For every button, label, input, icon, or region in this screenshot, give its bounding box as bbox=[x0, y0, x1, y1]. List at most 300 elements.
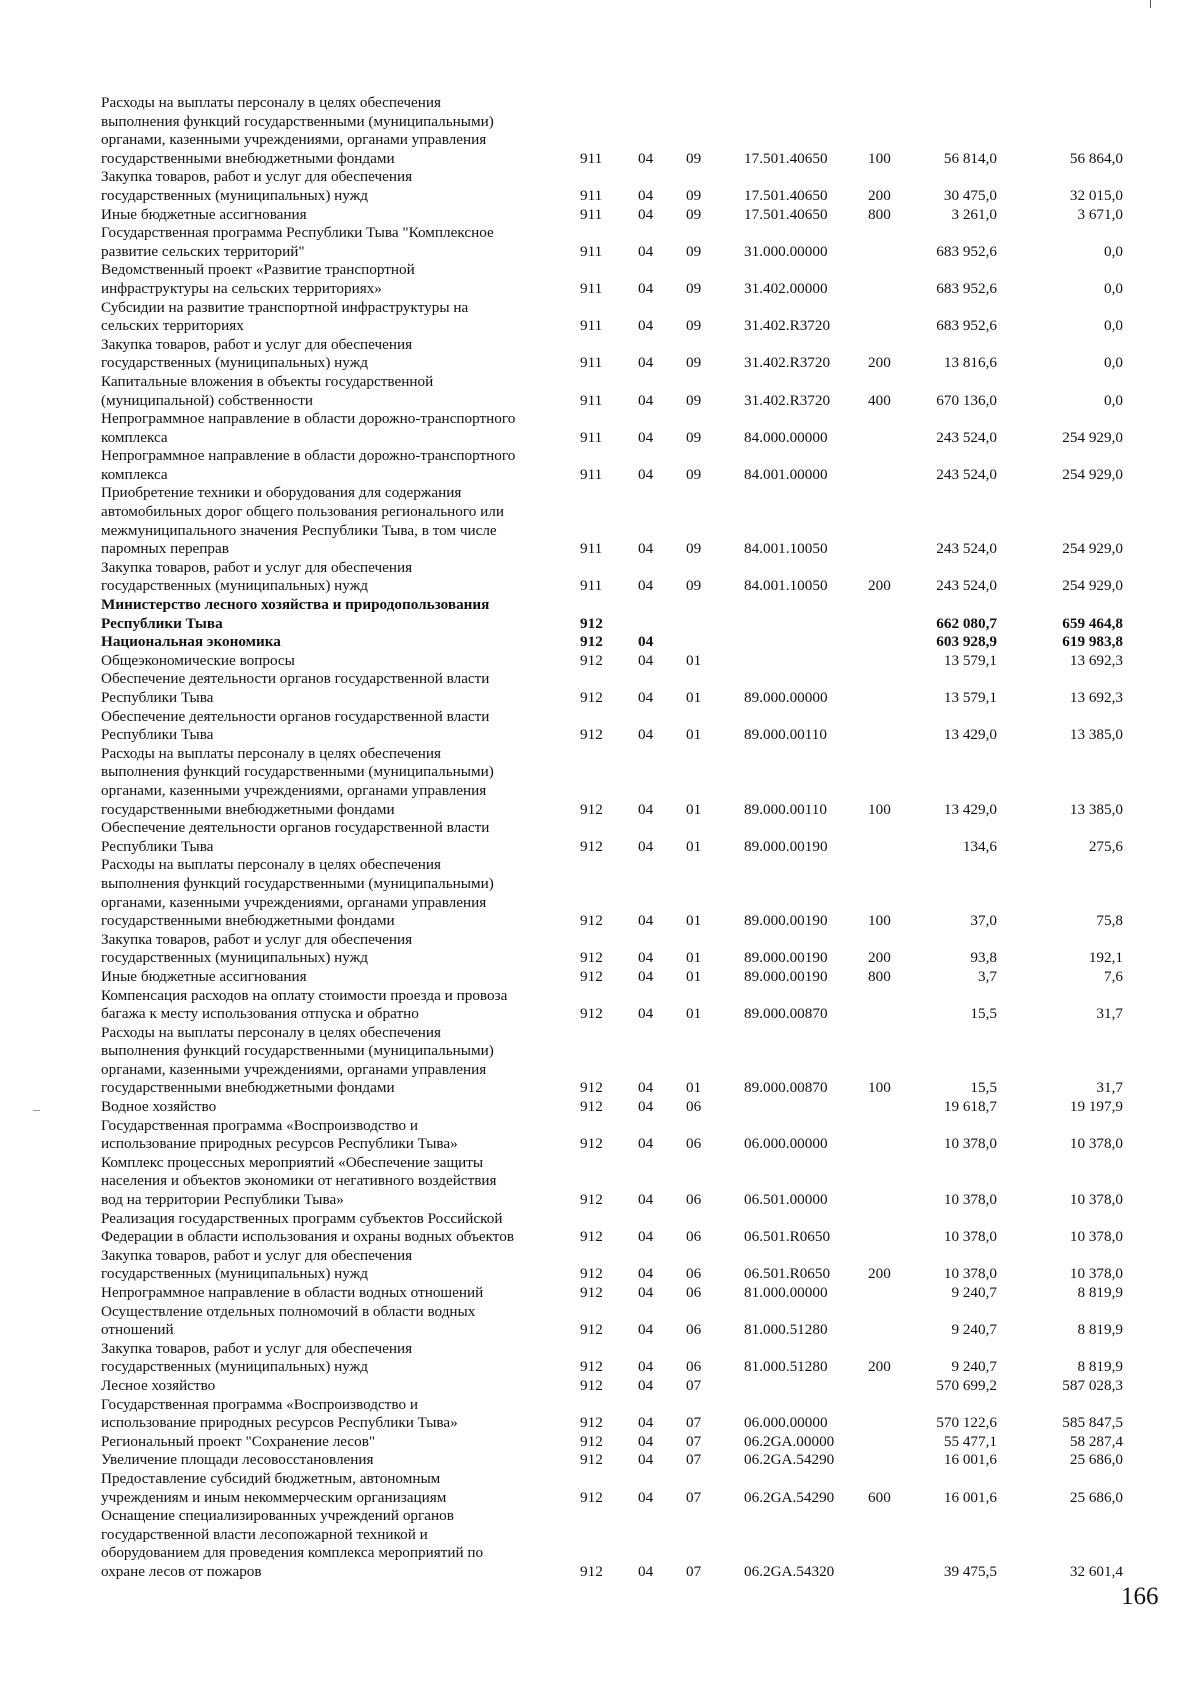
amount-year1-cell: 603 928,9 bbox=[936, 633, 997, 651]
row-name-line: выполнения функций государственными (муниципальными) bbox=[101, 1042, 494, 1060]
subsection-cell: 07 bbox=[686, 1432, 702, 1450]
amount-year2-cell: 10 378,0 bbox=[1069, 1135, 1123, 1153]
row-name-line: Приобретение техники и оборудования для содержания bbox=[101, 484, 462, 502]
row-name-line: отношений bbox=[101, 1321, 174, 1339]
admin-code-cell: 911 bbox=[580, 317, 603, 335]
row-name bbox=[101, 1117, 561, 1154]
row-name-line: Министерство лесного хозяйства и природопользования bbox=[101, 596, 490, 614]
section-cell: 04 bbox=[638, 1284, 654, 1301]
amount-year2-cell: 0,0 bbox=[1104, 391, 1123, 409]
amount-year1-cell: 13 579,1 bbox=[943, 651, 997, 669]
row-name-line: государственных (муниципальных) нужд bbox=[101, 577, 368, 595]
row-name bbox=[101, 1470, 561, 1507]
target-article-cell: 84.001.00000 bbox=[744, 465, 828, 483]
row-name bbox=[101, 1377, 561, 1396]
row-name bbox=[101, 819, 561, 856]
amount-year2-cell: 0,0 bbox=[1104, 242, 1123, 260]
row-name-line: Федерации в области использования и охраны водных объектов bbox=[101, 1228, 514, 1246]
target-article-cell: 06.000.00000 bbox=[744, 1414, 828, 1432]
expense-type-cell: 600 bbox=[868, 1488, 891, 1506]
target-article-cell: 89.000.00190 bbox=[744, 837, 828, 855]
subsection-cell: 09 bbox=[686, 465, 702, 483]
target-article-cell: 31.000.00000 bbox=[744, 242, 828, 260]
table-row bbox=[0, 968, 1200, 987]
amount-year2-cell: 31,7 bbox=[1096, 1079, 1123, 1097]
amount-year1-cell: 56 814,0 bbox=[943, 149, 997, 167]
amount-year1-cell: 570 122,6 bbox=[936, 1414, 997, 1432]
subsection-cell: 07 bbox=[686, 1451, 702, 1469]
amount-year2-cell: 192,1 bbox=[1088, 949, 1123, 967]
section-cell: 04 bbox=[638, 651, 654, 669]
expense-type-cell: 200 bbox=[868, 1358, 891, 1376]
target-article-cell: 31.402.R3720 bbox=[744, 391, 831, 409]
amount-year1-cell: 16 001,6 bbox=[943, 1451, 997, 1469]
row-name bbox=[101, 1247, 561, 1284]
amount-year1-cell: 134,6 bbox=[962, 837, 997, 855]
amount-year2-cell: 19 197,9 bbox=[1069, 1098, 1123, 1116]
amount-year1-cell: 683 952,6 bbox=[936, 242, 997, 260]
target-article-cell: 31.402.R3720 bbox=[744, 317, 831, 335]
subsection-cell: 09 bbox=[686, 205, 702, 223]
admin-code-cell: 912 bbox=[580, 633, 603, 651]
expense-type-cell: 800 bbox=[868, 205, 891, 223]
row-name-line: оборудованием для проведения комплекса мероприятий по bbox=[101, 1544, 484, 1562]
section-cell: 04 bbox=[638, 279, 654, 297]
row-name-line: Компенсация расходов на оплату стоимости проезда и провоза bbox=[101, 986, 508, 1004]
amount-year1-cell: 39 475,5 bbox=[943, 1562, 997, 1580]
section-cell: 04 bbox=[638, 633, 654, 651]
section-cell: 04 bbox=[638, 726, 654, 744]
amount-year1-cell: 243 524,0 bbox=[936, 428, 997, 446]
row-name-line: вод на территории Республики Тыва» bbox=[101, 1191, 344, 1209]
section-cell: 04 bbox=[638, 1488, 654, 1506]
expense-type-cell: 100 bbox=[868, 1079, 891, 1097]
table-row bbox=[0, 633, 1200, 652]
subsection-cell: 09 bbox=[686, 279, 702, 297]
table-row bbox=[0, 1303, 1200, 1340]
row-name bbox=[101, 652, 561, 671]
row-name-line: органами, казенными учреждениями, органами управления bbox=[101, 781, 487, 799]
amount-year2-cell: 75,8 bbox=[1096, 912, 1123, 930]
admin-code-cell: 912 bbox=[580, 967, 603, 985]
section-cell: 04 bbox=[638, 1098, 654, 1116]
target-article-cell: 17.501.40650 bbox=[744, 186, 828, 204]
subsection-cell: 01 bbox=[686, 1005, 702, 1023]
table-row bbox=[0, 987, 1200, 1024]
row-name bbox=[101, 484, 561, 558]
row-name bbox=[101, 94, 561, 168]
table-row bbox=[0, 1024, 1200, 1098]
admin-code-cell: 912 bbox=[580, 1135, 603, 1153]
row-name bbox=[101, 1451, 561, 1470]
row-name-line: Закупка товаров, работ и услуг для обеспечения bbox=[101, 1339, 413, 1357]
amount-year2-cell: 32 601,4 bbox=[1069, 1562, 1123, 1580]
table-row bbox=[0, 261, 1200, 298]
amount-year2-cell: 58 287,4 bbox=[1069, 1432, 1123, 1450]
admin-code-cell: 911 bbox=[580, 540, 603, 558]
row-name-line: Ведомственный проект «Развитие транспортной bbox=[101, 261, 415, 279]
subsection-cell: 01 bbox=[686, 837, 702, 855]
admin-code-cell: 911 bbox=[580, 391, 603, 409]
section-cell: 04 bbox=[638, 465, 654, 483]
row-name-line: Национальная экономика bbox=[101, 633, 281, 651]
admin-code-cell: 911 bbox=[580, 149, 603, 167]
row-name bbox=[101, 596, 561, 633]
section-cell: 04 bbox=[638, 1414, 654, 1432]
section-cell: 04 bbox=[638, 428, 654, 446]
amount-year1-cell: 10 378,0 bbox=[943, 1191, 997, 1209]
scan-corner-mark bbox=[1150, 0, 1151, 8]
table-row bbox=[0, 1098, 1200, 1117]
row-name-line: Закупка товаров, работ и услуг для обеспечения bbox=[101, 558, 413, 576]
row-name-line: Предоставление субсидий бюджетным, автономным bbox=[101, 1469, 441, 1487]
admin-code-cell: 912 bbox=[580, 1079, 603, 1097]
table-row bbox=[0, 410, 1200, 447]
row-name bbox=[101, 1340, 561, 1377]
row-name-line: органами, казенными учреждениями, органами управления bbox=[101, 893, 487, 911]
amount-year1-cell: 93,8 bbox=[970, 949, 997, 967]
amount-year1-cell: 15,5 bbox=[970, 1079, 997, 1097]
row-name-line: Капитальные вложения в объекты государственной bbox=[101, 372, 434, 390]
row-name bbox=[101, 670, 561, 707]
row-name-line: населения и объектов экономики от негативного воздействия bbox=[101, 1172, 497, 1190]
admin-code-cell: 911 bbox=[580, 354, 603, 372]
subsection-cell: 01 bbox=[686, 967, 702, 985]
row-name-line: Субсидии на развитие транспортной инфраструктуры на bbox=[101, 298, 469, 316]
table-row bbox=[0, 856, 1200, 930]
row-name-line: Лесное хозяйство bbox=[101, 1376, 216, 1394]
row-name bbox=[101, 447, 561, 484]
section-cell: 04 bbox=[638, 391, 654, 409]
subsection-cell: 09 bbox=[686, 242, 702, 260]
amount-year1-cell: 10 378,0 bbox=[943, 1265, 997, 1283]
section-cell: 04 bbox=[638, 577, 654, 595]
amount-year2-cell: 56 864,0 bbox=[1069, 149, 1123, 167]
amount-year1-cell: 3,7 bbox=[978, 967, 997, 985]
row-name-line: выполнения функций государственными (муниципальными) bbox=[101, 112, 494, 130]
section-cell: 04 bbox=[638, 1451, 654, 1469]
row-name bbox=[101, 633, 561, 652]
table-row bbox=[0, 336, 1200, 373]
row-name bbox=[101, 1210, 561, 1247]
table-row bbox=[0, 94, 1200, 168]
table-row bbox=[0, 1396, 1200, 1433]
row-name bbox=[101, 1507, 561, 1581]
subsection-cell: 07 bbox=[686, 1376, 702, 1394]
expense-type-cell: 200 bbox=[868, 186, 891, 204]
subsection-cell: 06 bbox=[686, 1135, 702, 1153]
expense-type-cell: 200 bbox=[868, 577, 891, 595]
admin-code-cell: 912 bbox=[580, 689, 603, 706]
target-article-cell: 89.000.00870 bbox=[744, 1005, 828, 1023]
amount-year1-cell: 683 952,6 bbox=[936, 317, 997, 335]
amount-year2-cell: 13 692,3 bbox=[1069, 689, 1123, 706]
admin-code-cell: 911 bbox=[580, 577, 603, 595]
row-name-line: Расходы на выплаты персоналу в целях обеспечения bbox=[101, 1023, 442, 1041]
section-cell: 04 bbox=[638, 1376, 654, 1394]
row-name bbox=[101, 1098, 561, 1117]
admin-code-cell: 912 bbox=[580, 949, 603, 967]
subsection-cell: 01 bbox=[686, 651, 702, 669]
row-name-line: Непрограммное направление в области дорожно-транспортного bbox=[101, 447, 516, 465]
row-name-line: комплекса bbox=[101, 428, 168, 446]
subsection-cell: 09 bbox=[686, 149, 702, 167]
amount-year2-cell: 32 015,0 bbox=[1069, 186, 1123, 204]
subsection-cell: 01 bbox=[686, 912, 702, 930]
section-cell: 04 bbox=[638, 949, 654, 967]
row-name-line: государственными внебюджетными фондами bbox=[101, 149, 395, 167]
target-article-cell: 84.000.00000 bbox=[744, 428, 828, 446]
table-row bbox=[0, 1247, 1200, 1284]
amount-year1-cell: 37,0 bbox=[970, 912, 997, 930]
subsection-cell: 06 bbox=[686, 1265, 702, 1283]
subsection-cell: 06 bbox=[686, 1358, 702, 1376]
subsection-cell: 06 bbox=[686, 1284, 702, 1301]
amount-year1-cell: 683 952,6 bbox=[936, 279, 997, 297]
admin-code-cell: 912 bbox=[580, 912, 603, 930]
subsection-cell: 01 bbox=[686, 1079, 702, 1097]
row-name-line: Обеспечение деятельности органов государственной власти bbox=[101, 670, 490, 688]
target-article-cell: 06.2GA.00000 bbox=[744, 1432, 835, 1450]
table-row bbox=[0, 670, 1200, 707]
row-name bbox=[101, 1303, 561, 1340]
table-row bbox=[0, 484, 1200, 558]
amount-year1-cell: 10 378,0 bbox=[943, 1135, 997, 1153]
amount-year2-cell: 0,0 bbox=[1104, 317, 1123, 335]
expense-type-cell: 400 bbox=[868, 391, 891, 409]
row-name-line: Обеспечение деятельности органов государственной власти bbox=[101, 819, 490, 837]
amount-year2-cell: 254 929,0 bbox=[1062, 540, 1123, 558]
table-row bbox=[0, 559, 1200, 596]
row-name-line: Республики Тыва bbox=[101, 726, 214, 744]
table-row bbox=[0, 652, 1200, 671]
table-row bbox=[0, 168, 1200, 205]
row-name-line: Расходы на выплаты персоналу в целях обеспечения bbox=[101, 94, 442, 111]
subsection-cell: 07 bbox=[686, 1414, 702, 1432]
section-cell: 04 bbox=[638, 317, 654, 335]
section-cell: 04 bbox=[638, 1562, 654, 1580]
row-name-line: использование природных ресурсов Республики Тыва» bbox=[101, 1135, 458, 1153]
admin-code-cell: 911 bbox=[580, 428, 603, 446]
amount-year2-cell: 13 385,0 bbox=[1069, 726, 1123, 744]
row-name bbox=[101, 1433, 561, 1452]
subsection-cell: 09 bbox=[686, 317, 702, 335]
admin-code-cell: 912 bbox=[580, 1191, 603, 1209]
subsection-cell: 09 bbox=[686, 577, 702, 595]
row-name bbox=[101, 373, 561, 410]
admin-code-cell: 912 bbox=[580, 1265, 603, 1283]
row-name-line: Закупка товаров, работ и услуг для обеспечения bbox=[101, 930, 413, 948]
admin-code-cell: 912 bbox=[580, 1321, 603, 1339]
row-name-line: государственных (муниципальных) нужд bbox=[101, 949, 368, 967]
amount-year2-cell: 275,6 bbox=[1088, 837, 1123, 855]
amount-year2-cell: 7,6 bbox=[1104, 967, 1123, 985]
expense-type-cell: 200 bbox=[868, 354, 891, 372]
row-name-line: государственных (муниципальных) нужд bbox=[101, 354, 368, 372]
admin-code-cell: 912 bbox=[580, 1414, 603, 1432]
admin-code-cell: 911 bbox=[580, 186, 603, 204]
row-name-line: государственными внебюджетными фондами bbox=[101, 800, 395, 818]
section-cell: 04 bbox=[638, 1005, 654, 1023]
target-article-cell: 06.501.R0650 bbox=[744, 1265, 831, 1283]
target-article-cell: 06.000.00000 bbox=[744, 1135, 828, 1153]
amount-year1-cell: 662 080,7 bbox=[936, 614, 997, 632]
table-row bbox=[0, 1377, 1200, 1396]
row-name-line: государственными внебюджетными фондами bbox=[101, 912, 395, 930]
row-name-line: Осуществление отдельных полномочий в области водных bbox=[101, 1302, 476, 1320]
subsection-cell: 06 bbox=[686, 1228, 702, 1246]
admin-code-cell: 911 bbox=[580, 465, 603, 483]
admin-code-cell: 912 bbox=[580, 726, 603, 744]
section-cell: 04 bbox=[638, 242, 654, 260]
subsection-cell: 07 bbox=[686, 1488, 702, 1506]
table-row bbox=[0, 206, 1200, 225]
row-name-line: Республики Тыва bbox=[101, 689, 214, 706]
amount-year1-cell: 13 579,1 bbox=[943, 689, 997, 706]
row-name bbox=[101, 336, 561, 373]
amount-year1-cell: 13 429,0 bbox=[943, 800, 997, 818]
amount-year2-cell: 659 464,8 bbox=[1062, 614, 1123, 632]
row-name-line: Иные бюджетные ассигнования bbox=[101, 205, 307, 223]
admin-code-cell: 912 bbox=[580, 651, 603, 669]
admin-code-cell: 912 bbox=[580, 1005, 603, 1023]
amount-year2-cell: 8 819,9 bbox=[1077, 1358, 1123, 1376]
target-article-cell: 06.2GA.54320 bbox=[744, 1562, 835, 1580]
row-name-line: Оснащение специализированных учреждений органов bbox=[101, 1507, 454, 1525]
admin-code-cell: 911 bbox=[580, 205, 603, 223]
subsection-cell: 01 bbox=[686, 800, 702, 818]
row-name bbox=[101, 931, 561, 968]
row-name bbox=[101, 224, 561, 261]
target-article-cell: 17.501.40650 bbox=[744, 149, 828, 167]
admin-code-cell: 911 bbox=[580, 242, 603, 260]
amount-year1-cell: 9 240,7 bbox=[951, 1284, 997, 1301]
amount-year2-cell: 585 847,5 bbox=[1062, 1414, 1123, 1432]
amount-year2-cell: 10 378,0 bbox=[1069, 1191, 1123, 1209]
amount-year1-cell: 670 136,0 bbox=[936, 391, 997, 409]
amount-year1-cell: 30 475,0 bbox=[943, 186, 997, 204]
admin-code-cell: 911 bbox=[580, 279, 603, 297]
row-name-line: паромных переправ bbox=[101, 540, 229, 558]
target-article-cell: 89.000.00190 bbox=[744, 967, 828, 985]
table-row bbox=[0, 299, 1200, 336]
amount-year2-cell: 254 929,0 bbox=[1062, 577, 1123, 595]
target-article-cell: 84.001.10050 bbox=[744, 540, 828, 558]
amount-year1-cell: 13 429,0 bbox=[943, 726, 997, 744]
expense-type-cell: 100 bbox=[868, 912, 891, 930]
row-name bbox=[101, 206, 561, 225]
target-article-cell: 89.000.00190 bbox=[744, 949, 828, 967]
row-name-line: Расходы на выплаты персоналу в целях обеспечения bbox=[101, 744, 442, 762]
row-name bbox=[101, 299, 561, 336]
amount-year1-cell: 13 816,6 bbox=[943, 354, 997, 372]
subsection-cell: 06 bbox=[686, 1191, 702, 1209]
amount-year2-cell: 8 819,9 bbox=[1077, 1321, 1123, 1339]
row-name-line: Обеспечение деятельности органов государственной власти bbox=[101, 707, 490, 725]
section-cell: 04 bbox=[638, 1228, 654, 1246]
row-name-line: Региональный проект "Сохранение лесов" bbox=[101, 1432, 376, 1450]
subsection-cell: 07 bbox=[686, 1562, 702, 1580]
row-name-line: Иные бюджетные ассигнования bbox=[101, 967, 307, 985]
row-name-line: государственных (муниципальных) нужд bbox=[101, 186, 368, 204]
section-cell: 04 bbox=[638, 1265, 654, 1283]
row-name bbox=[101, 410, 561, 447]
row-name-line: межмуниципального значения Республики Тыва, в том числе bbox=[101, 521, 497, 539]
amount-year1-cell: 243 524,0 bbox=[936, 540, 997, 558]
admin-code-cell: 912 bbox=[580, 1284, 603, 1301]
target-article-cell: 06.501.R0650 bbox=[744, 1228, 831, 1246]
row-name bbox=[101, 708, 561, 745]
subsection-cell: 09 bbox=[686, 540, 702, 558]
expense-type-cell: 100 bbox=[868, 800, 891, 818]
row-name bbox=[101, 559, 561, 596]
target-article-cell: 31.402.R3720 bbox=[744, 354, 831, 372]
row-name-line: Непрограммное направление в области водных отношений bbox=[101, 1284, 484, 1301]
amount-year1-cell: 243 524,0 bbox=[936, 577, 997, 595]
amount-year2-cell: 3 671,0 bbox=[1077, 205, 1123, 223]
amount-year2-cell: 10 378,0 bbox=[1069, 1265, 1123, 1283]
admin-code-cell: 912 bbox=[580, 800, 603, 818]
section-cell: 04 bbox=[638, 149, 654, 167]
amount-year1-cell: 9 240,7 bbox=[951, 1321, 997, 1339]
row-name-line: государственных (муниципальных) нужд bbox=[101, 1265, 368, 1283]
target-article-cell: 81.000.00000 bbox=[744, 1284, 828, 1301]
section-cell: 04 bbox=[638, 1321, 654, 1339]
section-cell: 04 bbox=[638, 1358, 654, 1376]
amount-year1-cell: 10 378,0 bbox=[943, 1228, 997, 1246]
row-name-line: государственных (муниципальных) нужд bbox=[101, 1358, 368, 1376]
admin-code-cell: 912 bbox=[580, 1562, 603, 1580]
amount-year2-cell: 13 692,3 bbox=[1069, 651, 1123, 669]
row-name-line: Водное хозяйство bbox=[101, 1098, 217, 1116]
amount-year2-cell: 25 686,0 bbox=[1069, 1488, 1123, 1506]
target-article-cell: 17.501.40650 bbox=[744, 205, 828, 223]
row-name-line: Закупка товаров, работ и услуг для обеспечения bbox=[101, 335, 413, 353]
expense-type-cell: 800 bbox=[868, 967, 891, 985]
table-row bbox=[0, 1340, 1200, 1377]
row-name-line: охране лесов от пожаров bbox=[101, 1562, 262, 1580]
expense-type-cell: 100 bbox=[868, 149, 891, 167]
row-name-line: автомобильных дорог общего пользования регионального или bbox=[101, 503, 504, 521]
row-name-line: Государственная программа Республики Тыва "Комплексное bbox=[101, 224, 494, 242]
row-name-line: органами, казенными учреждениями, органами управления bbox=[101, 1060, 487, 1078]
admin-code-cell: 912 bbox=[580, 1376, 603, 1394]
subsection-cell: 09 bbox=[686, 391, 702, 409]
row-name-line: Увеличение площади лесовосстановления bbox=[101, 1451, 374, 1469]
table-row bbox=[0, 1451, 1200, 1470]
section-cell: 04 bbox=[638, 967, 654, 985]
row-name-line: Непрограммное направление в области дорожно-транспортного bbox=[101, 410, 516, 428]
subsection-cell: 06 bbox=[686, 1098, 702, 1116]
subsection-cell: 06 bbox=[686, 1321, 702, 1339]
subsection-cell: 01 bbox=[686, 726, 702, 744]
table-row bbox=[0, 1507, 1200, 1581]
section-cell: 04 bbox=[638, 186, 654, 204]
section-cell: 04 bbox=[638, 1191, 654, 1209]
row-name-line: государственной власти лесопожарной техникой и bbox=[101, 1525, 428, 1543]
amount-year2-cell: 0,0 bbox=[1104, 354, 1123, 372]
row-name-line: государственными внебюджетными фондами bbox=[101, 1079, 395, 1097]
row-name-line: органами, казенными учреждениями, органами управления bbox=[101, 131, 487, 149]
amount-year1-cell: 15,5 bbox=[970, 1005, 997, 1023]
section-cell: 04 bbox=[638, 205, 654, 223]
table-row bbox=[0, 1117, 1200, 1154]
admin-code-cell: 912 bbox=[580, 1432, 603, 1450]
table-row bbox=[0, 224, 1200, 261]
row-name bbox=[101, 1154, 561, 1210]
table-row bbox=[0, 931, 1200, 968]
table-row bbox=[0, 1470, 1200, 1507]
